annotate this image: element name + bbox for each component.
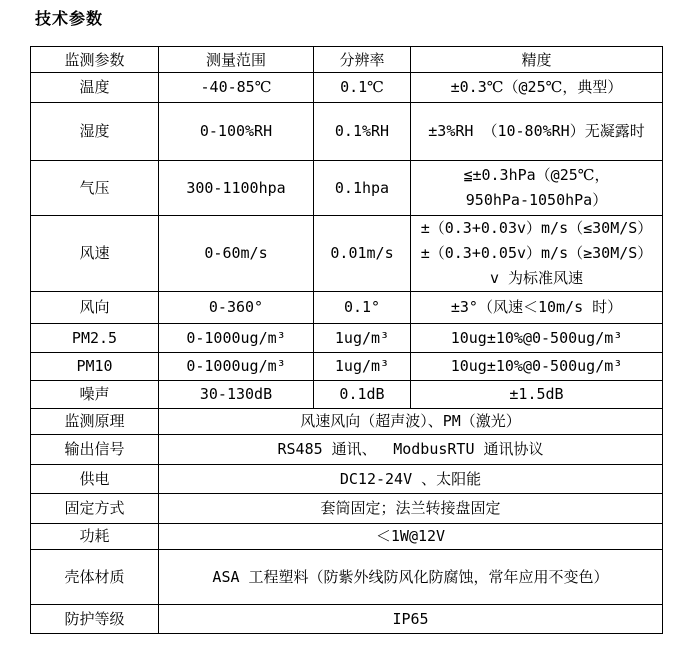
resolution-cell-line: 0.1%RH — [334, 122, 390, 140]
table-row — [31, 73, 663, 103]
resolution-cell — [314, 324, 411, 353]
range-cell — [159, 103, 314, 161]
page-title: 技术参数 — [35, 9, 104, 28]
param-name-cell — [31, 292, 159, 324]
range-cell — [159, 353, 314, 381]
range-cell-line: 0-360° — [208, 298, 264, 316]
param-name-cell-line: 供电 — [79, 469, 110, 488]
param-name-cell — [31, 550, 159, 605]
table-row — [31, 353, 663, 381]
info-value-cell-line: 套筒固定；法兰转接盘固定 — [320, 499, 501, 517]
info-value-cell-line: 风速风向（超声波）、PM（激光） — [300, 412, 521, 430]
param-name-cell-line: 固定方式 — [64, 499, 125, 517]
param-name-cell-line: 监测原理 — [64, 412, 125, 430]
accuracy-cell — [411, 353, 663, 381]
info-value-cell-line: ASA 工程塑料（防紫外线防风化防腐蚀，常年应用不变色） — [212, 567, 609, 586]
resolution-cell-line: 1ug/m³ — [334, 328, 390, 347]
accuracy-cell-line: ±（0.3+0.03v）m/s（≤30M/S） — [420, 219, 653, 237]
param-name-cell-line: PM2.5 — [71, 328, 118, 347]
param-name-cell — [31, 103, 159, 161]
accuracy-cell-line: 10ug±10%@0-500ug/m³ — [450, 328, 623, 347]
resolution-cell — [314, 216, 411, 292]
spec-table-body — [31, 73, 663, 634]
resolution-cell-line: 1ug/m³ — [334, 357, 390, 375]
accuracy-cell-line: ±（0.3+0.05v）m/s（≥30M/S） — [420, 244, 653, 262]
table-row — [31, 161, 663, 216]
resolution-cell-line: 0.1dB — [339, 385, 385, 403]
accuracy-cell — [411, 324, 663, 353]
param-name-cell-line: 输出信号 — [64, 440, 125, 458]
info-value-cell — [159, 435, 663, 465]
range-cell-line: 30-130dB — [199, 385, 273, 403]
range-cell-line: 0-100%RH — [199, 122, 273, 140]
resolution-cell — [314, 381, 411, 409]
table-row — [31, 216, 663, 292]
accuracy-cell-line: ±3°（风速＜10m/s 时） — [450, 298, 623, 316]
param-name-cell-line: 功耗 — [79, 527, 110, 545]
info-value-cell-line: DC12-24V 、太阳能 — [339, 469, 482, 488]
param-name-cell — [31, 435, 159, 465]
param-name-cell — [31, 494, 159, 524]
param-name-cell — [31, 381, 159, 409]
table-row — [31, 494, 663, 524]
table-row — [31, 324, 663, 353]
resolution-cell — [314, 73, 411, 103]
spec-table — [30, 46, 663, 634]
param-name-cell — [31, 409, 159, 435]
table-row — [31, 435, 663, 465]
range-cell — [159, 216, 314, 292]
resolution-cell — [314, 292, 411, 324]
param-name-cell-line: 温度 — [79, 78, 110, 96]
table-header-row — [31, 47, 663, 73]
table-row — [31, 465, 663, 494]
info-value-cell-line: ＜1W@12V — [375, 527, 446, 545]
accuracy-cell-line: ±3%RH （10-80%RH）无凝露时 — [428, 122, 645, 140]
table-row — [31, 292, 663, 324]
accuracy-cell — [411, 381, 663, 409]
param-name-cell — [31, 605, 159, 634]
range-cell — [159, 292, 314, 324]
range-cell-line: 0-1000ug/m³ — [186, 357, 286, 375]
range-cell — [159, 73, 314, 103]
param-name-cell-line: 噪声 — [79, 385, 110, 403]
param-name-cell-line: 风速 — [79, 244, 110, 262]
info-value-cell — [159, 494, 663, 524]
info-value-cell — [159, 524, 663, 550]
info-value-cell — [159, 550, 663, 605]
range-cell-line: 300-1100hpa — [186, 178, 286, 197]
resolution-cell — [314, 103, 411, 161]
range-cell-line: 0-1000ug/m³ — [186, 328, 286, 347]
info-value-cell — [159, 605, 663, 634]
info-value-cell-line: RS485 通讯、 ModbusRTU 通讯协议 — [277, 440, 544, 458]
param-name-cell-line: 风向 — [79, 298, 110, 316]
table-row — [31, 381, 663, 409]
param-name-cell-line: 防护等级 — [64, 609, 125, 628]
resolution-cell-line: 0.1hpa — [334, 178, 390, 197]
range-cell — [159, 161, 314, 216]
table-row — [31, 605, 663, 634]
accuracy-cell — [411, 73, 663, 103]
range-cell — [159, 324, 314, 353]
range-cell-line: -40-85℃ — [200, 78, 272, 96]
param-name-cell-line: 气压 — [79, 178, 110, 197]
param-name-cell — [31, 524, 159, 550]
accuracy-cell-line: ≦±0.3hPa（@25℃， — [463, 166, 610, 184]
info-value-cell — [159, 465, 663, 494]
resolution-cell — [314, 353, 411, 381]
resolution-cell-line: 0.01m/s — [330, 244, 394, 262]
range-cell — [159, 381, 314, 409]
accuracy-cell-line: ±1.5dB — [509, 385, 564, 403]
param-name-cell — [31, 324, 159, 353]
header-resolution: 分辨率 — [314, 47, 411, 73]
accuracy-cell-line: 950hPa-1050hPa） — [465, 191, 608, 209]
info-value-cell — [159, 409, 663, 435]
param-name-cell-line: 壳体材质 — [64, 567, 125, 586]
header-range: 测量范围 — [159, 47, 314, 73]
resolution-cell-line: 0.1° — [343, 298, 381, 316]
accuracy-cell-line: ±0.3℃（@25℃，典型） — [450, 78, 623, 96]
param-name-cell — [31, 161, 159, 216]
accuracy-cell — [411, 161, 663, 216]
table-row — [31, 103, 663, 161]
table-row — [31, 550, 663, 605]
param-name-cell — [31, 216, 159, 292]
header-accuracy: 精度 — [411, 47, 663, 73]
table-row — [31, 409, 663, 435]
table-row — [31, 524, 663, 550]
accuracy-cell — [411, 216, 663, 292]
param-name-cell — [31, 73, 159, 103]
accuracy-cell — [411, 292, 663, 324]
accuracy-cell-line: v 为标准风速 — [489, 269, 584, 287]
param-name-cell — [31, 353, 159, 381]
resolution-cell — [314, 161, 411, 216]
resolution-cell-line: 0.1℃ — [340, 78, 384, 96]
param-name-cell — [31, 465, 159, 494]
accuracy-cell — [411, 103, 663, 161]
accuracy-cell-line: 10ug±10%@0-500ug/m³ — [450, 357, 623, 375]
param-name-cell-line: PM10 — [76, 357, 113, 375]
info-value-cell-line: IP65 — [392, 609, 429, 628]
range-cell-line: 0-60m/s — [204, 244, 268, 262]
param-name-cell-line: 湿度 — [79, 122, 110, 140]
header-param: 监测参数 — [31, 47, 159, 73]
